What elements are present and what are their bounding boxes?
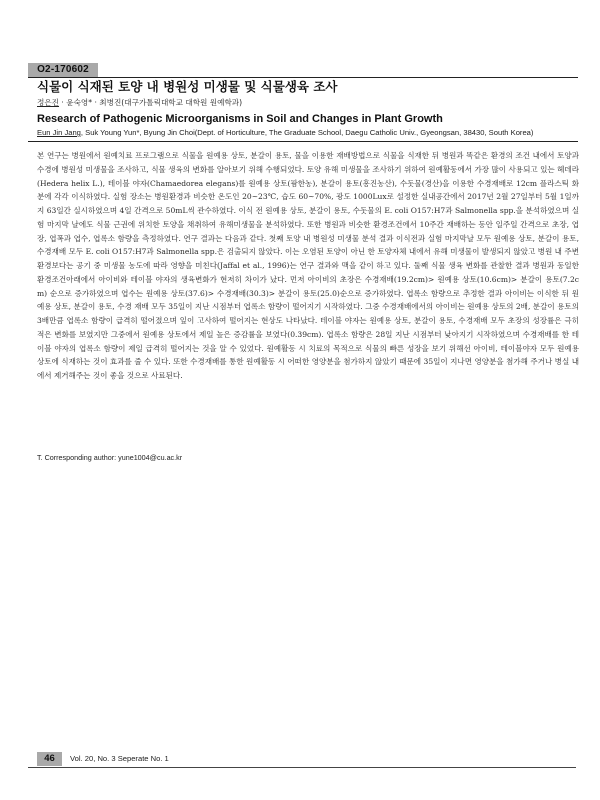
- top-divider: [28, 77, 578, 78]
- page-number: 46: [37, 752, 62, 766]
- corresponding-author: T. Corresponding author: yune1004@cu.ac.kr: [37, 453, 183, 462]
- journal-info: Vol. 20, No. 3 Seperate No. 1: [70, 754, 169, 763]
- co-authors-english: , Suk Young Yun*, Byung Jin Choi(Dept. of Horticulture, The Graduate School, Daegu Catholic Univ., Gyeongsan, 38430, South Korea): [80, 128, 534, 137]
- title-korean: 식물이 식재된 토양 내 병원성 미생물 및 식물생육 조사: [37, 79, 338, 94]
- first-author-korean: 정은진: [37, 98, 60, 107]
- header-divider: [28, 141, 578, 142]
- abstract-code-label: O2-170602: [28, 63, 98, 77]
- co-authors-korean: · 윤숙영* · 최병진(대구가톨릭대학교 대학원 원예학과): [59, 98, 243, 107]
- authors-korean: [37, 97, 577, 109]
- authors-english: [37, 127, 582, 138]
- title-english: Research of Pathogenic Microorganisms in Soil and Changes in Plant Growth: [37, 113, 443, 125]
- abstract-body: 본 연구는 병원에서 원예치료 프로그램으로 식물을 원예용 상토, 분갈이 용토, 물을 이용한 재배방법으로 식물을 식재한 뒤 병원과 똑같은 환경의 조건 내에서 토양과 수경에 병원성 미생물을 조사하고, 식물 생육의 변화를 알아보기 위해 수행되었다. 토양 유해 미생물을 조사하기 위하여 원예활동에서 가장 많이 사용되고 있는 헤데라(Hedera helix L.), 테이블 야자(Chamaedorea elegans)를 원예용 상토(팜한농), 분갈이 용토(흥진농산), 수돗물(경산)을 이용한 수경재배로 12cm 플라스틱 화분에 각각 이식하였다. 실험 장소는 병원환경과 비슷한 온도인 20~23℃, 습도 60~70%, 광도 1000Lux로 설정한 실내공간에서 2017년 2월 27일부터 5월 1일까지 63일간 실시하였으며 4일 간격으로 50mL씩 관수하였다. 이식 전 원예용 상토, 분갈이 용토, 수돗물의 E. coli O157:H7과 Salmonella spp.을 분석하였으며 실험 마지막 날에도 식물 근권에 위치한 토양을 채취하여 유해미생물을 분석하였다. 또한 병원과 비슷한 환경조건에서 10주간 재배하는 동안 일주일 간격으로 초장, 엽장, 엽폭과 엽수, 엽록소 함량을 측정하였다. 연구 결과는 다음과 같다. 첫째 토양 내 병원성 미생물 분석 결과 이식전과 실험 마지막날 모두 원예용 상토, 분갈이 용토, 수경재배 모두 E. coli O157:H7과 Salmonella spp.은 검출되지 않았다. 이는 오염된 토양이 아닌 한 토양자체 내에서 유해 미생물이 발생되지 않았고 병원 내 주변 환경보다는 공기 중 미생물 농도에 따라 영향을 미친다(Jaffal et al., 1996)는 연구 결과와 맥을 같이 하고 있다. 둘째 식물 생육 변화를 관찰한 결과 병원과 동일한 환경조건아래에서 아이비와 테이블 야자의 생육변화가 현저히 차이가 났다. 먼저 아이비의 초장은 수경재배(19.2cm)> 원예용 상토(10.6cm)> 분갈이 용토(7.2cm) 순으로 증가하였으며 엽수는 원예용 상토(37.6)> 수경재배(30.3)> 분갈이 용토(25.0)순으로 증가하였다. 엽록소 함량으로 추정한 결과 아이비는 이식한 뒤 원예용 상토, 분갈이 용토, 수경 재배 모두 35일이 지난 시점부터 엽록소 함량이 떨어지기 시작하였다. 그중 수경재배에서의 아이비는 원예용 상토의 2배, 분갈이 용토의 3배만큼 엽록소 함량이 급격히 떨어졌으며 잎이 고사하여 떨어지는 현상도 나타났다. 테이블 야자는 원예용 상토, 분갈이 용토, 수경재배 모두 초장의 성장률은 극히 적은 변화를 보였지만 그중에서 원예용 상토에서 제일 높은 증감률을 보였다(0.39cm). 엽록소 함량은 28일 지난 시점부터 낮아지기 시작하였으며 수경재배를 한 테이블 야자의 엽록소 함량이 제일 급격히 떨어지는 것을 알 수 있었다. 원예활동 시 치료의 목적으로 식물의 빠른 성장을 보기 위해선 아이비, 테이블야자 모두 원예용 상토에 식재하는 것이 효과를 줄 수 있다. 또한 수경재배를 통한 원예활동 시 어떠한 영양분을 첨가하지 않았기 때문에 35일이 지나면 영양분을 첨가해 주거나 병실 내에서 제거해주는 것이 좋을 것으로 사료된다.: [37, 151, 579, 380]
- first-author-english: Eun Jin Jang: [37, 128, 81, 137]
- footer-divider: [28, 767, 576, 768]
